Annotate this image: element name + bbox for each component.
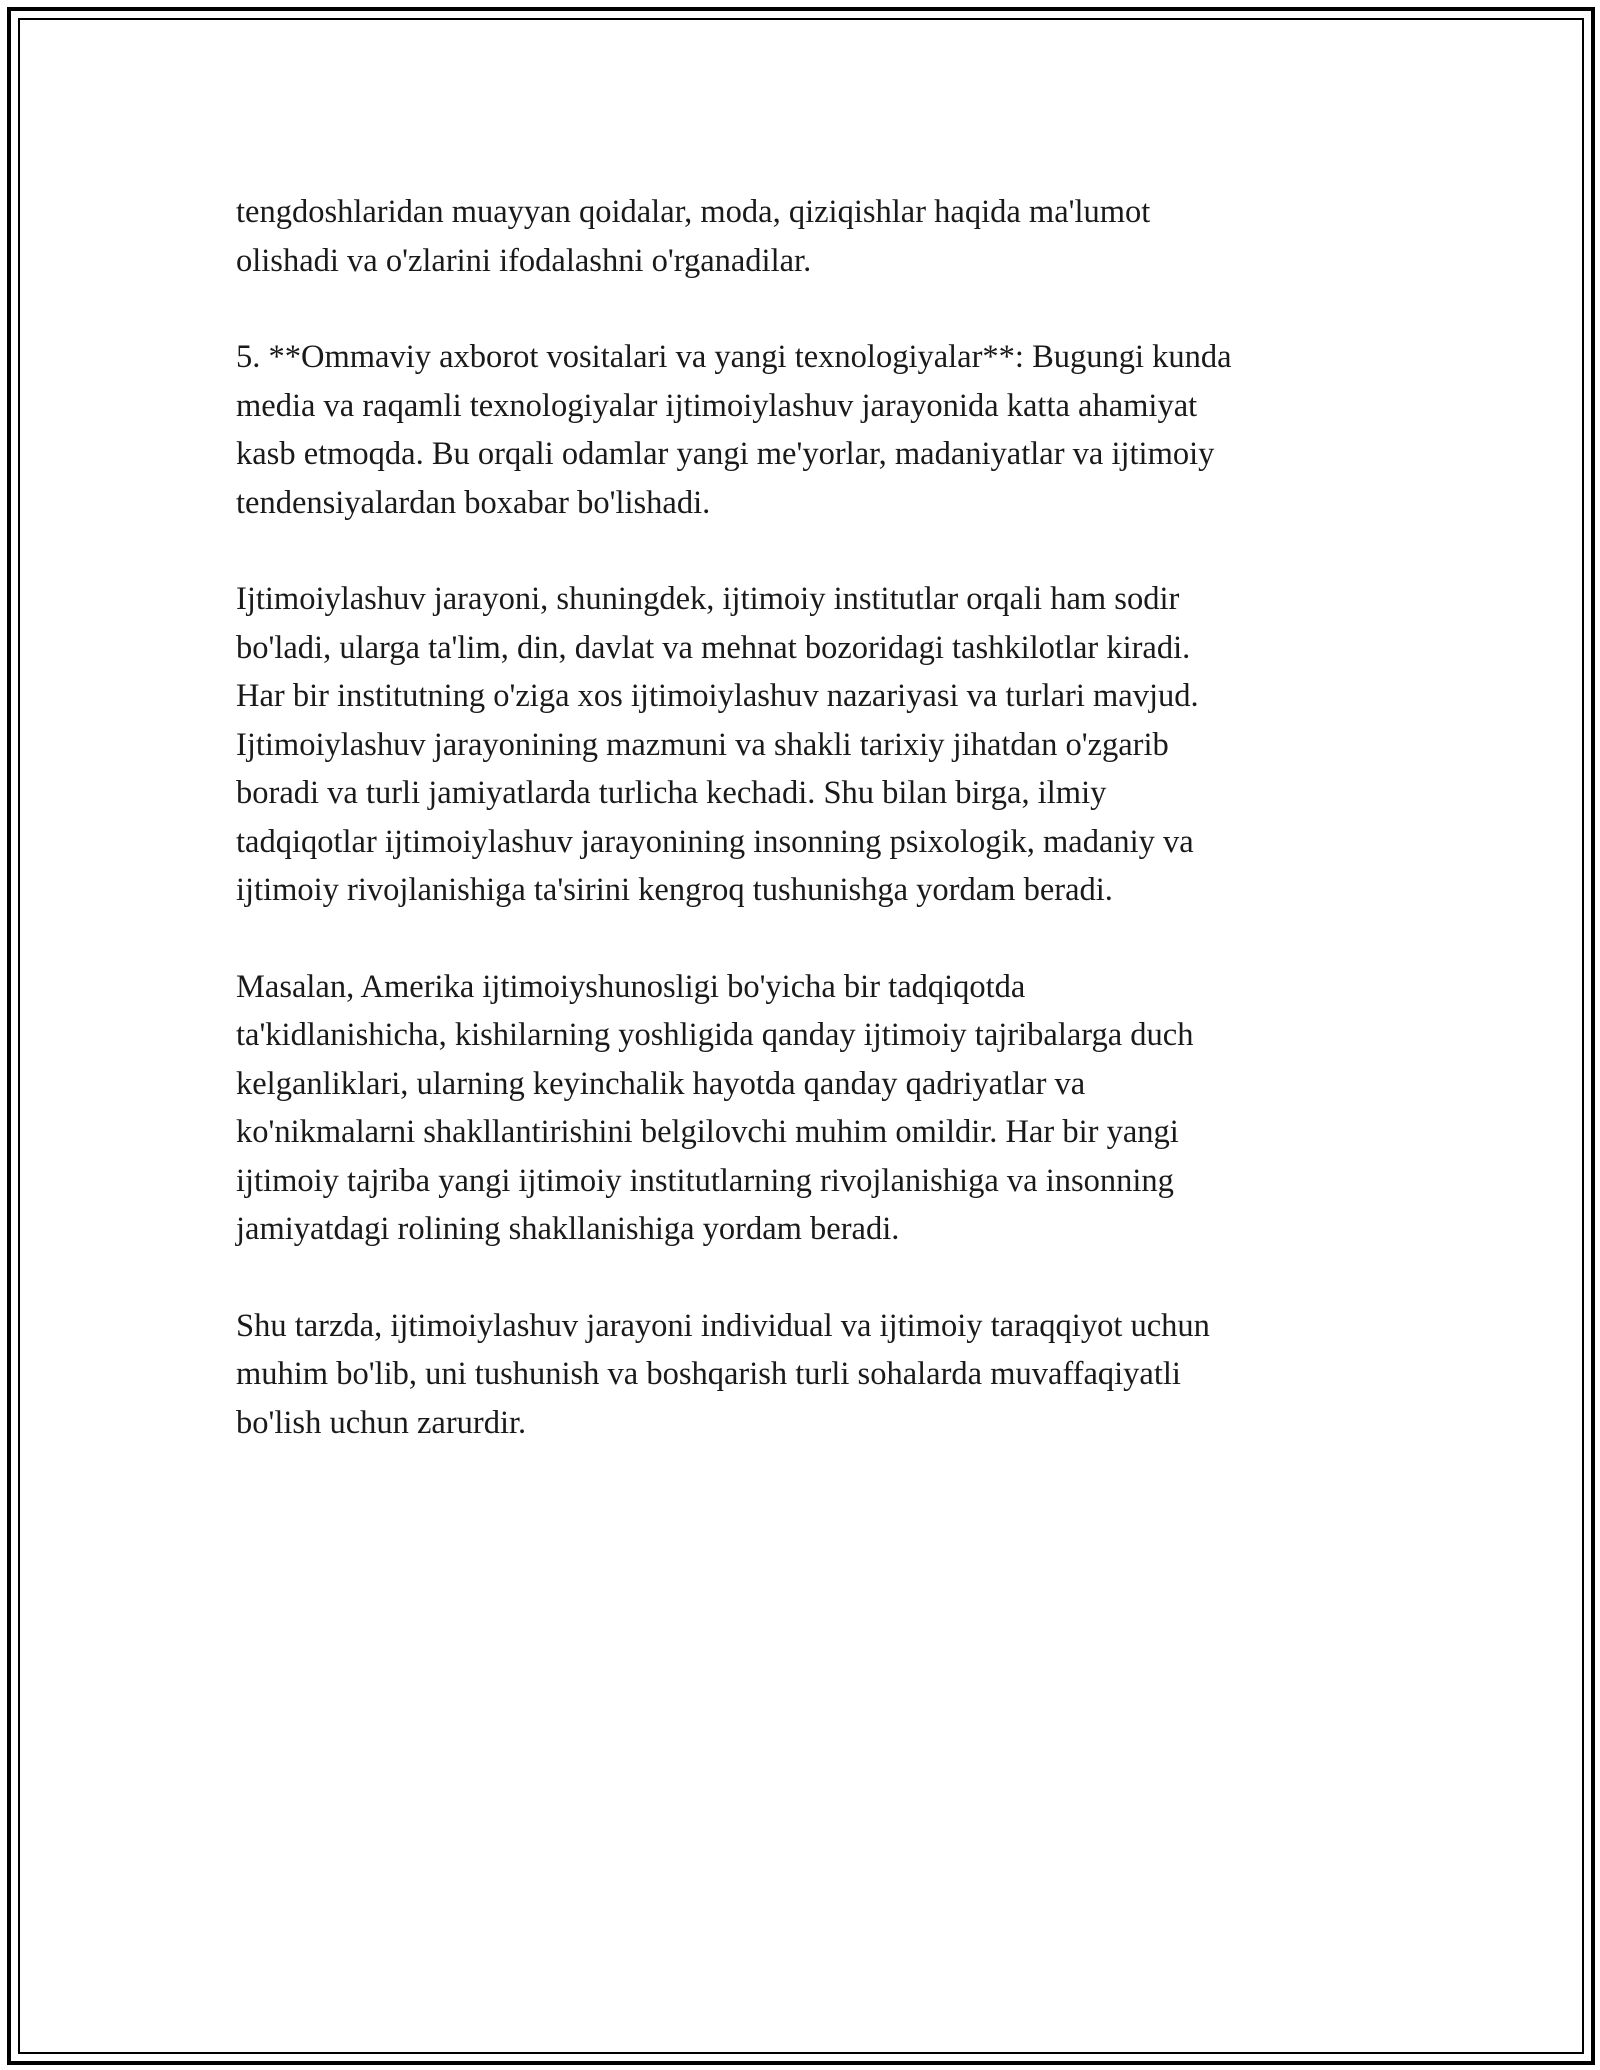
text-line: bo'ladi, ularga ta'lim, din, davlat va mehnat bozoridagi tashkilotlar kiradi. <box>236 629 1191 666</box>
text-line: kelganliklari, ularning keyinchalik hayotda qanday qadriyatlar va <box>236 1065 1086 1102</box>
text-line: boradi va turli jamiyatlarda turlicha kechadi. Shu bilan birga, ilmiy <box>236 775 1107 811</box>
text-line: ko'nikmalarni shakllantirishini belgilovchi muhim omildir. Har bir yangi <box>236 1114 1179 1150</box>
paragraph-peers-continuation <box>236 188 1366 285</box>
text-line: bo'lish uchun zarurdir. <box>236 1404 527 1441</box>
text-line: Ijtimoiylashuv jarayonining mazmuni va shakli tarixiy jihatdan o'zgarib <box>236 726 1169 763</box>
text-line: tendensiyalardan boxabar bo'lishadi. <box>236 484 711 521</box>
text-line: 5. **Ommaviy axborot vositalari va yangi texnologiyalar**: Bugungi kunda <box>236 339 1232 375</box>
text-line: media va raqamli texnologiyalar ijtimoiylashuv jarayonida katta ahamiyat <box>236 387 1198 424</box>
text-line: ijtimoiy rivojlanishiga ta'sirini kengroq tushunishga yordam beradi. <box>236 872 1113 908</box>
document-body <box>236 188 1366 1495</box>
text-line: kasb etmoqda. Bu orqali odamlar yangi me'yorlar, madaniyatlar va ijtimoiy <box>236 436 1215 472</box>
paragraph-media-technologies <box>236 333 1366 527</box>
text-line: jamiyatdagi rolining shakllanishiga yordam beradi. <box>236 1211 900 1247</box>
text-line: ijtimoiy tajriba yangi ijtimoiy institutlarning rivojlanishiga va insonning <box>236 1162 1174 1199</box>
text-line: Har bir institutning o'ziga xos ijtimoiylashuv nazariyasi va turlari mavjud. <box>236 678 1199 714</box>
paragraph-example <box>236 963 1366 1254</box>
text-line: tadqiqotlar ijtimoiylashuv jarayonining insonning psixologik, madaniy va <box>236 823 1194 860</box>
text-line: Ijtimoiylashuv jarayoni, shuningdek, ijtimoiy institutlar orqali ham sodir <box>236 581 1180 617</box>
text-line: muhim bo'lib, uni tushunish va boshqarish turli sohalarda muvaffaqiyatli <box>236 1356 1181 1392</box>
paragraph-conclusion <box>236 1302 1366 1448</box>
text-line: ta'kidlanishicha, kishilarning yoshligida qanday ijtimoiy tajribalarga duch <box>236 1017 1194 1053</box>
paragraph-social-institutions <box>236 575 1366 915</box>
text-line: olishadi va o'zlarini ifodalashni o'rganadilar. <box>236 242 812 279</box>
text-line: Shu tarzda, ijtimoiylashuv jarayoni individual va ijtimoiy taraqqiyot uchun <box>236 1307 1210 1344</box>
text-line: Masalan, Amerika ijtimoiyshunosligi bo'yicha bir tadqiqotda <box>236 968 1026 1005</box>
text-line: tengdoshlaridan muayyan qoidalar, moda, qiziqishlar haqida ma'lumot <box>236 194 1151 230</box>
